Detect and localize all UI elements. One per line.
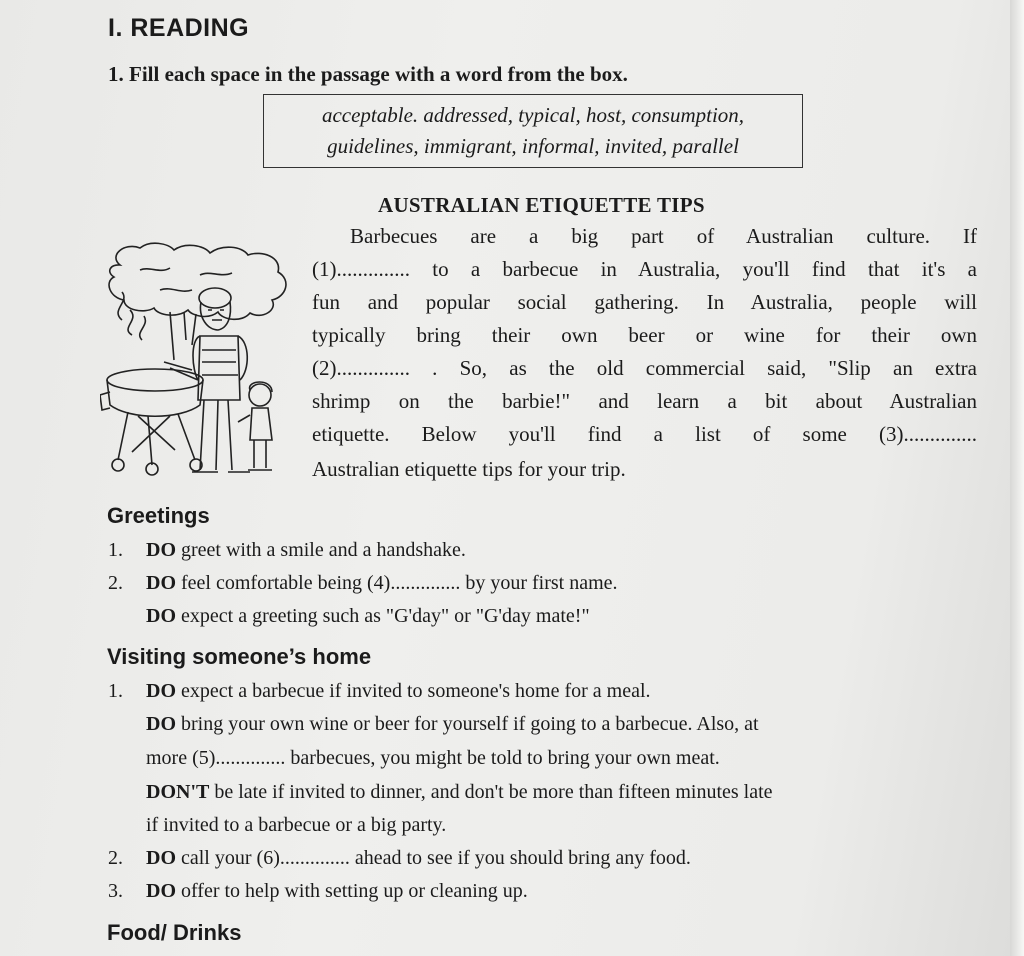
do-label: DO (146, 880, 176, 902)
visiting-item-1c-cont: if invited to a barbecue or a big party. (146, 814, 447, 836)
visiting-item-1b (146, 713, 759, 736)
visiting-item-2 (146, 847, 691, 870)
passage-line-1: Barbecues are a big part of Australian culture. If (350, 224, 977, 248)
passage-line-8: Australian etiquette tips for your trip. (312, 457, 626, 481)
item-text: offer to help with setting up or cleaning up. (176, 880, 528, 902)
passage-line-5: (2).............. . So, as the old commercial said, "Slip an extra (312, 356, 977, 380)
passage-line-7: etiquette. Below you'll find a list of some (3).............. (312, 422, 977, 446)
visiting-heading: Visiting someone’s home (107, 644, 372, 669)
do-label: DO (146, 847, 176, 869)
dont-label: DON'T (146, 781, 210, 803)
word-box-line-1: acceptable. addressed, typical, host, consumption, (321, 103, 745, 127)
passage-line-3: fun and popular social gathering. In Australia, people will (312, 290, 977, 314)
greetings-heading: Greetings (107, 503, 210, 528)
item-text: greet with a smile and a handshake. (176, 539, 466, 561)
do-label: DO (146, 605, 176, 627)
item-number: 2. (108, 847, 123, 869)
section-title: I. READING (108, 14, 250, 42)
do-label: DO (146, 713, 176, 735)
item-number: 2. (108, 572, 123, 594)
passage-line-4: typically bring their own beer or wine for their own (312, 323, 977, 347)
item-number: 1. (108, 680, 123, 702)
passage-title: AUSTRALIAN ETIQUETTE TIPS (378, 193, 705, 217)
greetings-item-1 (146, 539, 466, 562)
item-text: expect a greeting such as "G'day" or "G'day mate!" (176, 605, 590, 627)
word-box-line-2: guidelines, immigrant, informal, invited, parallel (327, 134, 739, 158)
item-text: be late if invited to dinner, and don't be more than fifteen minutes late (209, 781, 773, 803)
item-number: 3. (108, 880, 123, 902)
do-label: DO (146, 680, 176, 702)
visiting-item-1a (146, 680, 651, 703)
word-box (263, 94, 803, 168)
barbecue-illustration (100, 240, 295, 485)
item-number: 1. (108, 539, 123, 561)
do-label: DO (146, 539, 176, 561)
do-label: DO (146, 572, 176, 594)
greetings-item-3 (146, 605, 590, 628)
visiting-item-1b-cont: more (5).............. barbecues, you might be told to bring your own meat. (146, 747, 720, 769)
item-text: expect a barbecue if invited to someone's home for a meal. (176, 680, 651, 702)
item-text: bring your own wine or beer for yourself if going to a barbecue. Also, at (176, 713, 759, 735)
passage-line-6: shrimp on the barbie!" and learn a bit about Australian (312, 389, 977, 413)
exercise-instruction: 1. Fill each space in the passage with a word from the box. (108, 62, 628, 86)
item-text: call your (6).............. ahead to see if you should bring any food. (176, 847, 691, 869)
food-heading: Food/ Drinks (107, 920, 242, 945)
visiting-item-1c (146, 781, 773, 804)
page-edge (1010, 0, 1024, 956)
passage-line-2: (1).............. to a barbecue in Australia, you'll find that it's a (312, 257, 977, 281)
item-text: feel comfortable being (4).............. by your first name. (176, 572, 618, 594)
greetings-item-2 (146, 572, 618, 595)
visiting-item-3 (146, 880, 528, 903)
